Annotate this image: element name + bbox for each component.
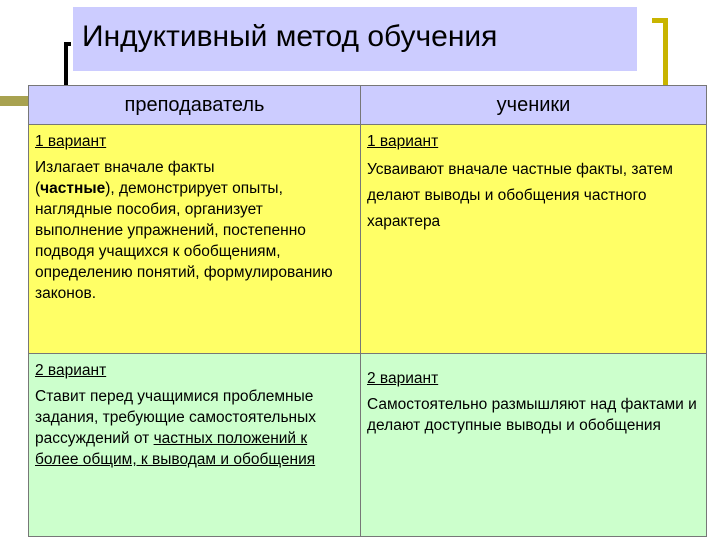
students-v1-text: Усваивают вначале частные факты, затем делают выводы и обобщения частного характера bbox=[367, 161, 673, 230]
table-header-row bbox=[29, 86, 707, 125]
table-row-variant-2 bbox=[29, 354, 707, 537]
teacher-v1-text bbox=[35, 157, 354, 304]
teacher-v2-main: Ставит перед учащимися проблемные задания, требующие самостоятельных рассуждений от bbox=[35, 388, 316, 447]
decorative-olive-bar bbox=[0, 96, 30, 106]
header-teacher: преподаватель bbox=[29, 86, 361, 125]
teacher-v1-open-paren: ( bbox=[35, 180, 41, 197]
cell-teacher-variant-1 bbox=[29, 125, 361, 354]
teacher-v1-line1: Излагает вначале факты bbox=[35, 159, 215, 176]
variant-label: 2 вариант bbox=[35, 362, 107, 379]
variant-label: 1 вариант bbox=[35, 133, 107, 150]
variant-label: 2 вариант bbox=[367, 370, 439, 387]
teacher-v2-underlined: частных положений к более общим, к выводам и обобщения bbox=[35, 430, 316, 468]
cell-students-variant-1 bbox=[361, 125, 707, 354]
teacher-v2-text bbox=[35, 386, 354, 470]
cell-students-variant-2 bbox=[361, 354, 707, 537]
table-row-variant-1 bbox=[29, 125, 707, 354]
teacher-v1-bold-word: частные bbox=[40, 180, 106, 197]
header-students: ученики bbox=[361, 86, 707, 125]
slide-title: Индуктивный метод обучения bbox=[82, 20, 498, 53]
students-v2-text2: делают доступные выводы и обобщения bbox=[367, 417, 661, 434]
teacher-v1-rest: ), демонстрирует опыты, наглядные пособия, организует выполнение упражнений, постепенно подводя учащихся к обобщениям, определению понятий, формулированию законов. bbox=[35, 180, 333, 302]
variant-label: 1 вариант bbox=[367, 133, 439, 150]
students-v2-text1: Самостоятельно размышляют над фактами и bbox=[367, 396, 697, 413]
comparison-table bbox=[28, 85, 707, 537]
cell-teacher-variant-2 bbox=[29, 354, 361, 537]
